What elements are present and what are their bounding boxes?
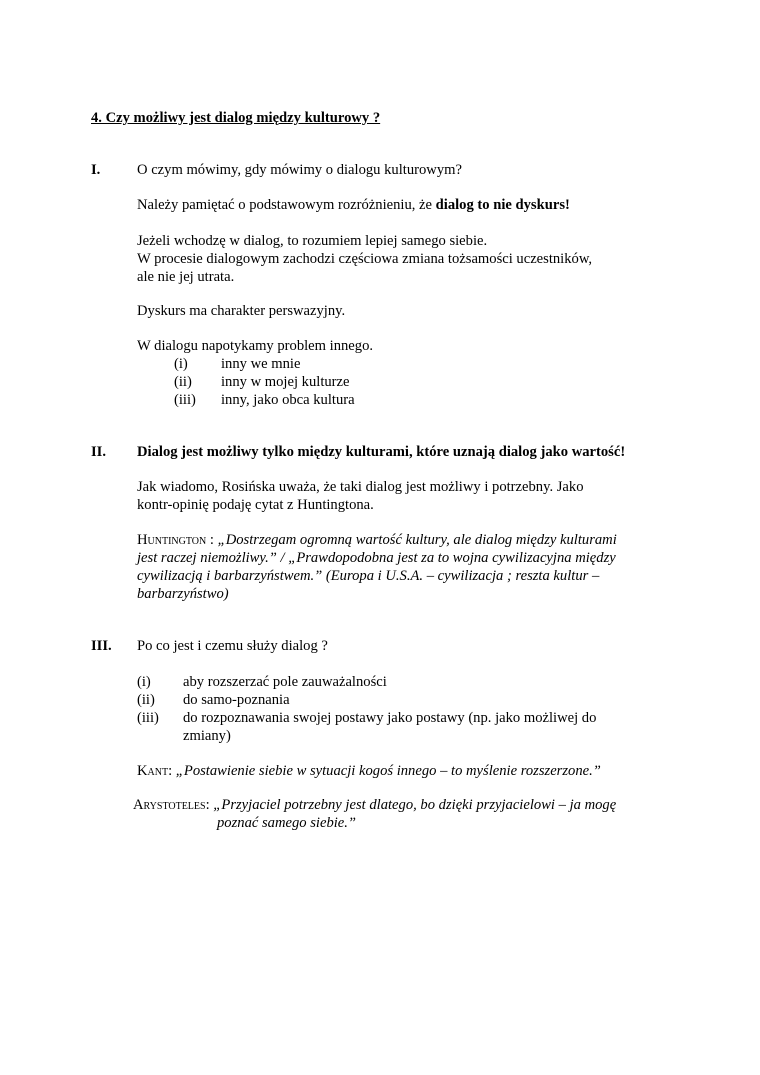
section-1-number: I. xyxy=(91,162,101,178)
section-2-number: II. xyxy=(91,444,107,460)
quote-author: Huntington xyxy=(137,532,207,548)
huntington-quote-line-2: jest raczej niemożliwy.” / „Prawdopodobna jest za to wojna cywilizacyjna między xyxy=(137,550,616,566)
list-item: aby rozszerzać pole zauważalności xyxy=(183,674,387,690)
quote-text: „Postawienie siebie w sytuacji kogoś innego – to myślenie rozszerzone.” xyxy=(175,763,601,779)
list-item: do samo-poznania xyxy=(183,692,290,708)
section-1-paragraph-3: Dyskurs ma charakter perswazyjny. xyxy=(137,303,346,319)
list-marker: (i) xyxy=(174,356,188,372)
list-marker: (iii) xyxy=(174,392,196,408)
quote-author: Arystoteles xyxy=(133,797,206,813)
section-3-number: III. xyxy=(91,638,112,654)
arystoteles-quote-line-2: poznać samego siebie.” xyxy=(217,815,357,831)
arystoteles-quote-line-1 xyxy=(133,796,616,814)
section-1-paragraph-2-line-1: Jeżeli wchodzę w dialog, to rozumiem lepiej samego siebie. xyxy=(137,233,488,249)
huntington-quote-line-4: barbarzyństwo) xyxy=(137,586,229,602)
section-2-paragraph-line-2: kontr-opinię podaję cytat z Huntingtona. xyxy=(137,497,374,513)
section-1-question: O czym mówimy, gdy mówimy o dialogu kulturowym? xyxy=(137,162,462,178)
list-marker: (i) xyxy=(137,674,151,690)
list-item: inny w mojej kulturze xyxy=(221,374,350,390)
document-title: 4. Czy możliwy jest dialog między kulturowy ? xyxy=(91,110,381,126)
list-item: inny, jako obca kultura xyxy=(221,392,355,408)
quote-text: „Przyjaciel potrzebny jest dlatego, bo dzięki przyjacielowi – ja mogę xyxy=(213,797,617,813)
section-2-paragraph-line-1: Jak wiadomo, Rosińska uważa, że taki dialog jest możliwy i potrzebny. Jako xyxy=(137,479,584,495)
list-item: do rozpoznawania swojej postawy jako postawy (np. jako możliwej do xyxy=(183,710,597,726)
list-marker: (ii) xyxy=(174,374,192,390)
kant-quote xyxy=(137,762,601,780)
huntington-quote-line-3: cywilizacją i barbarzyństwem.” (Europa i U.S.A. – cywilizacja ; reszta kultur – xyxy=(137,568,600,584)
section-1-paragraph-4: W dialogu napotykamy problem innego. xyxy=(137,338,374,354)
section-1-paragraph-2-line-2: W procesie dialogowym zachodzi częściowa zmiana tożsamości uczestników, xyxy=(137,251,593,267)
quote-text: „Dostrzegam ogromną wartość kultury, ale dialog między kulturami xyxy=(217,532,617,548)
list-item-continuation: zmiany) xyxy=(183,728,231,744)
quote-separator: : xyxy=(206,532,218,548)
list-marker: (iii) xyxy=(137,710,159,726)
section-1-paragraph-1 xyxy=(137,196,570,214)
emphasis-text: dialog to nie dyskurs! xyxy=(435,197,570,213)
huntington-quote-line-1 xyxy=(137,531,617,549)
section-2-heading: Dialog jest możliwy tylko między kulturami, które uznają dialog jako wartość! xyxy=(137,444,626,460)
quote-separator: : xyxy=(205,797,214,813)
quote-separator: : xyxy=(168,763,176,779)
list-item: inny we mnie xyxy=(221,356,301,372)
quote-author: Kant xyxy=(137,763,169,779)
paragraph-text: Należy pamiętać o podstawowym rozróżnieniu, że xyxy=(137,197,436,213)
list-marker: (ii) xyxy=(137,692,155,708)
section-3-heading: Po co jest i czemu służy dialog ? xyxy=(137,638,328,654)
section-1-paragraph-2-line-3: ale nie jej utrata. xyxy=(137,269,235,285)
